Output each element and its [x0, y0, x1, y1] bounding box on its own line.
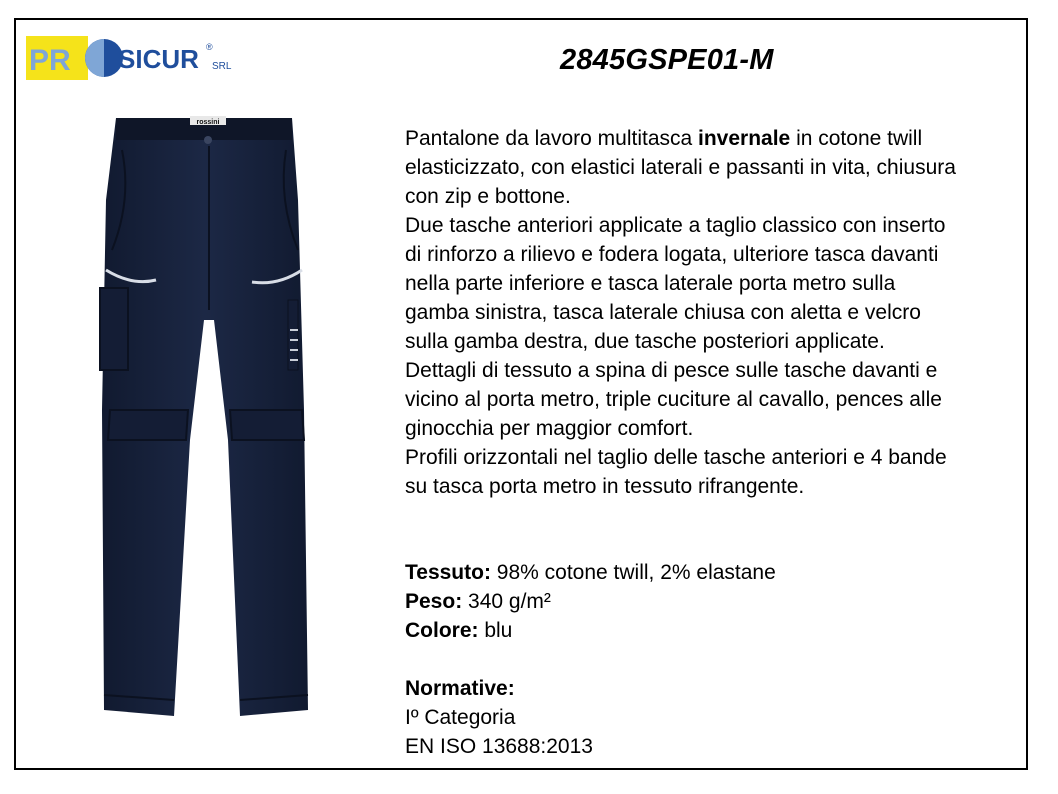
description-paragraph: Profili orizzontali nel taglio delle tasche anteriori e 4 bande su tasca porta metro in tessuto rifrangente. [405, 446, 947, 498]
description-paragraph [405, 124, 965, 211]
waistband-label-text: rossini [196, 119, 220, 126]
left-knee-panel [108, 410, 188, 440]
spec-fabric [405, 558, 776, 587]
spec-value: 98% cotone twill, 2% elastane [490, 561, 776, 584]
standard-item: EN ISO 13688:2013 [405, 735, 593, 758]
description-bold-word: invernale [698, 127, 791, 150]
description-text: in cotone twill elasticizzato, con elastici laterali e passanti in vita, chiusura con zip e bottone. [405, 127, 956, 208]
description-paragraph: Dettagli di tessuto a spina di pesce sulle tasche davanti e vicino al porta metro, triple cuciture al cavallo, pences alle ginocchia per maggior comfort. [405, 359, 942, 440]
work-trousers-image [92, 110, 326, 730]
product-specs [405, 558, 776, 645]
spec-label: Colore: [405, 619, 479, 642]
description-paragraph: Due tasche anteriori applicate a taglio classico con inserto di rinforzo a rilievo e fodera logata, ulteriore tasca davanti nella parte inferiore e tasca laterale porta metro sulla gamba sinistra, tasca laterale chiusa con aletta e velcro sulla gamba destra, due tasche posteriori applicate. [405, 214, 946, 353]
logo-text-srl: SRL [212, 61, 232, 72]
spec-color [405, 616, 776, 645]
spec-value: 340 g/m² [462, 590, 551, 613]
logo-text-pr: PR [29, 44, 71, 77]
description-text: Pantalone da lavoro multitasca [405, 127, 699, 150]
right-knee-panel [230, 410, 304, 440]
spec-label: Tessuto: [405, 561, 491, 584]
logo-text-sicur: SICUR [118, 44, 199, 74]
trousers-button [204, 136, 212, 144]
spec-value: blu [478, 619, 513, 642]
standards-heading-text: Normative: [405, 677, 515, 700]
spec-weight [405, 587, 776, 616]
spec-label: Peso: [405, 590, 463, 613]
prosicur-logo [26, 36, 232, 80]
standards-heading [405, 674, 593, 703]
standard-item: Iº Categoria [405, 706, 516, 729]
product-code: 2845GSPE01-M [560, 44, 774, 76]
side-cargo-pocket [100, 288, 128, 370]
logo-registered: ® [206, 42, 213, 52]
product-description [405, 124, 965, 501]
standards-section [405, 674, 593, 761]
